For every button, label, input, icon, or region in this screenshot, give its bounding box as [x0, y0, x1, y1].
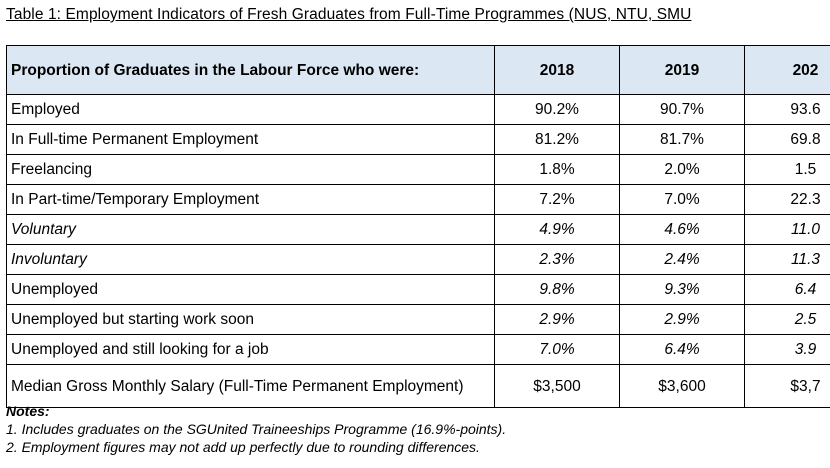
table-caption: Table 1: Employment Indicators of Fresh Graduates from Full-Time Programmes (NUS, NTU, SMU: [6, 6, 692, 23]
row-label: In Part-time/Temporary Employment: [7, 185, 495, 215]
table-row: [7, 215, 830, 245]
cell-value: 2.9%: [620, 305, 745, 335]
cell-value: 90.7%: [620, 95, 745, 125]
row-label: In Full-time Permanent Employment: [7, 125, 495, 155]
header-year: 2018: [495, 46, 620, 95]
table-row: [7, 245, 830, 275]
header-label: Proportion of Graduates in the Labour Force who were:: [7, 46, 495, 95]
cell-value: 1.5: [745, 155, 830, 185]
cell-value: 1.8%: [495, 155, 620, 185]
row-label: Unemployed: [7, 275, 495, 305]
cell-value: 2.0%: [620, 155, 745, 185]
table-row: [7, 155, 830, 185]
header-year: 202: [745, 46, 830, 95]
cell-value: $3,600: [620, 365, 745, 408]
cell-value: 7.0%: [495, 335, 620, 365]
cell-value: $3,7: [745, 365, 830, 408]
cell-value: 22.3: [745, 185, 830, 215]
note-item: 1. Includes graduates on the SGUnited Traineeships Programme (16.9%-points).: [6, 421, 507, 437]
cell-value: 93.6: [745, 95, 830, 125]
cell-value: 4.9%: [495, 215, 620, 245]
header-year: 2019: [620, 46, 745, 95]
cell-value: 2.3%: [495, 245, 620, 275]
employment-indicators-table: [6, 45, 830, 408]
cell-value: 9.3%: [620, 275, 745, 305]
table-row: [7, 125, 830, 155]
table-row: [7, 335, 830, 365]
table-row: [7, 185, 830, 215]
cell-value: 69.8: [745, 125, 830, 155]
table-row: [7, 305, 830, 335]
cell-value: 81.7%: [620, 125, 745, 155]
row-label: Voluntary: [7, 215, 495, 245]
cell-value: $3,500: [495, 365, 620, 408]
table-header-row: [7, 46, 830, 95]
cell-value: 11.3: [745, 245, 830, 275]
cell-value: 7.2%: [495, 185, 620, 215]
row-label: Unemployed but starting work soon: [7, 305, 495, 335]
cell-value: 4.6%: [620, 215, 745, 245]
cell-value: 81.2%: [495, 125, 620, 155]
row-label: Freelancing: [7, 155, 495, 185]
cell-value: 2.4%: [620, 245, 745, 275]
cell-value: 6.4%: [620, 335, 745, 365]
cell-value: 3.9: [745, 335, 830, 365]
row-label: Median Gross Monthly Salary (Full-Time Permanent Employment): [7, 365, 495, 408]
cell-value: 90.2%: [495, 95, 620, 125]
table-row: [7, 275, 830, 305]
row-label: Unemployed and still looking for a job: [7, 335, 495, 365]
cell-value: 2.5: [745, 305, 830, 335]
table-row: [7, 95, 830, 125]
cell-value: 11.0: [745, 215, 830, 245]
notes-title: Notes:: [6, 403, 50, 419]
cell-value: 9.8%: [495, 275, 620, 305]
note-item: 2. Employment figures may not add up perfectly due to rounding differences.: [6, 439, 480, 455]
row-label: Involuntary: [7, 245, 495, 275]
cell-value: 6.4: [745, 275, 830, 305]
cell-value: 2.9%: [495, 305, 620, 335]
row-label: Employed: [7, 95, 495, 125]
cell-value: 7.0%: [620, 185, 745, 215]
notes-section: [6, 402, 506, 456]
